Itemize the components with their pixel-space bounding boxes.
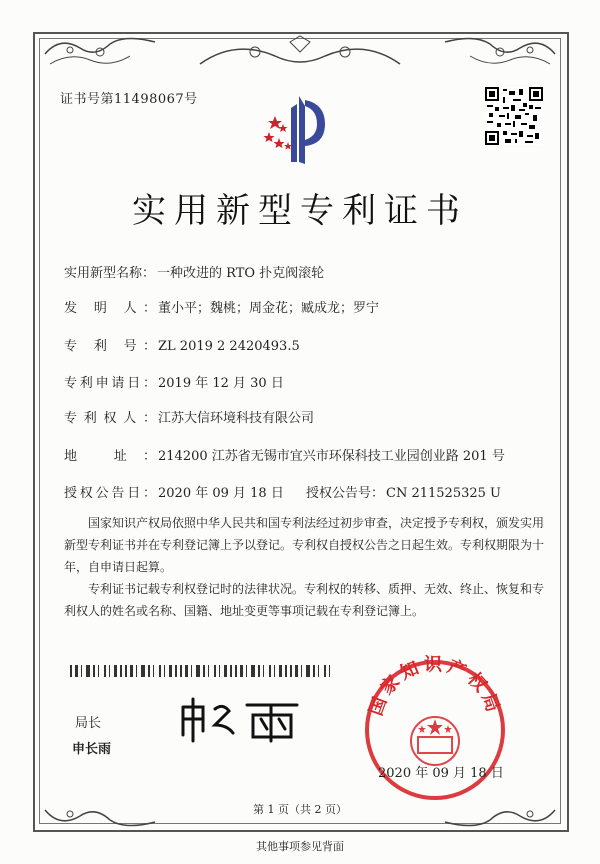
barcode-bar [180,665,182,677]
field-patent-number [64,335,300,354]
utility-model-name-value: 一种改进的 RTO 扑克阀滚轮 [157,266,325,281]
utility-model-name-label: 实用新型名称： [64,266,156,281]
barcode-bar [86,665,90,677]
barcode-bar [258,665,260,677]
grant-date-label: 授权公告日： [64,486,156,501]
barcode-bar [191,665,192,677]
barcode-bar [295,665,298,677]
barcode-bar [285,665,287,677]
qr-code-icon [485,87,543,145]
barcode-bar [98,665,99,677]
barcode-bar [290,665,292,677]
barcode-bar [263,665,264,677]
barcode-bar [175,665,177,677]
barcode-bar [169,665,172,677]
field-address [64,445,505,464]
director-signature-image [175,695,315,745]
field-grant-number [306,482,501,501]
barcode-bar [81,665,82,677]
seal-text: 国家知识产权局 [365,655,505,719]
ornament-top-center [195,34,405,74]
barcode-bar [214,665,216,677]
barcode-bar [251,665,255,677]
official-seal-stamp [360,655,510,805]
field-patentee [64,407,314,426]
barcode-bar [329,665,330,677]
field-inventor [64,297,379,316]
barcode-bar [313,665,315,677]
body-paragraph-1: 国家知识产权局依照中华人民共和国专利法经过初步审查，决定授予专利权，颁发实用新型专利证书并在专利登记簿上予以登记。专利权自授权公告之日起生效。专利权期限为十年，自申请日起算。 [64,516,545,574]
barcode-bar [114,665,117,677]
barcode-bar [279,665,282,677]
barcode-bar [274,665,275,677]
barcode-bar [246,665,247,677]
barcode-bar [306,665,310,677]
inventor-label: 发 明 人： [64,301,156,316]
grant-number-value: CN 211525325 U [386,486,501,501]
barcode-bar [136,665,137,677]
grant-number-label: 授权公告号： [306,486,385,501]
application-date-label: 专利申请日： [64,376,156,391]
footer-note: 其他事项参见背面 [256,840,344,853]
barcode-bar [203,665,205,677]
barcode-bar [93,665,95,677]
field-grant-date [64,482,284,501]
barcode-bar [159,665,161,677]
barcode-strip [70,662,334,674]
certificate-body-text [64,512,544,622]
ornament-top-left [40,34,160,74]
body-paragraph-2: 专利证书记载专利权登记时的法律状况。专利权的转移、质押、无效、终止、恢复和专利权人的姓名或名称、国籍、地址变更等事项记载在专利登记簿上。 [64,582,545,618]
barcode-bar [324,665,326,677]
barcode-bar [141,665,145,677]
director-name: 申长雨 [72,742,112,757]
barcode-bar [230,665,232,677]
barcode-bar [130,665,133,677]
barcode-bar [109,665,110,677]
barcode-bar [318,665,319,677]
address-value: 214200 江苏省无锡市宜兴市环保科技工业园创业路 201 号 [158,449,505,464]
barcode-bar [219,665,220,677]
page-number: 第 1 页（共 2 页） [253,803,347,816]
application-date-value: 2019 年 12 月 30 日 [158,376,284,391]
seal-date: 2020 年 09 月 18 日 [378,766,504,781]
barcode-bar [269,665,271,677]
barcode-bar [196,665,200,677]
barcode-bar [148,665,150,677]
patent-office-logo-icon [255,90,335,170]
barcode-bar [164,665,165,677]
address-label: 地 址： [64,449,156,464]
barcode-bar [208,665,209,677]
barcode-bar [75,665,78,677]
director-title: 局长 [75,716,102,731]
barcode-bar [125,665,127,677]
barcode-bar [240,665,243,677]
svg-text:国家知识产权局 [365,655,504,718]
inventor-value: 董小平；魏桃；周金花；臧成龙；罗宁 [158,301,380,316]
barcode-bar [224,665,227,677]
field-application-date [64,372,284,391]
barcode-bar [153,665,154,677]
barcode-bar [185,665,188,677]
patent-number-label: 专 利 号： [64,339,156,354]
patentee-value: 江苏大信环境科技有限公司 [158,411,315,426]
certificate-number: 证书号第11498067号 [60,92,198,107]
barcode-bar [120,665,122,677]
barcode-bar [301,665,302,677]
ornament-top-right [440,34,560,74]
barcode-bar [70,665,72,677]
certificate-title: 实用新型专利证书 [132,191,468,231]
patentee-label: 专利权人： [64,411,156,426]
field-utility-model-name [64,262,324,281]
grant-date-value: 2020 年 09 月 18 日 [158,486,284,501]
patent-number-value: ZL 2019 2 2420493.5 [158,339,300,354]
barcode-bar [235,665,237,677]
barcode-bar [104,665,106,677]
